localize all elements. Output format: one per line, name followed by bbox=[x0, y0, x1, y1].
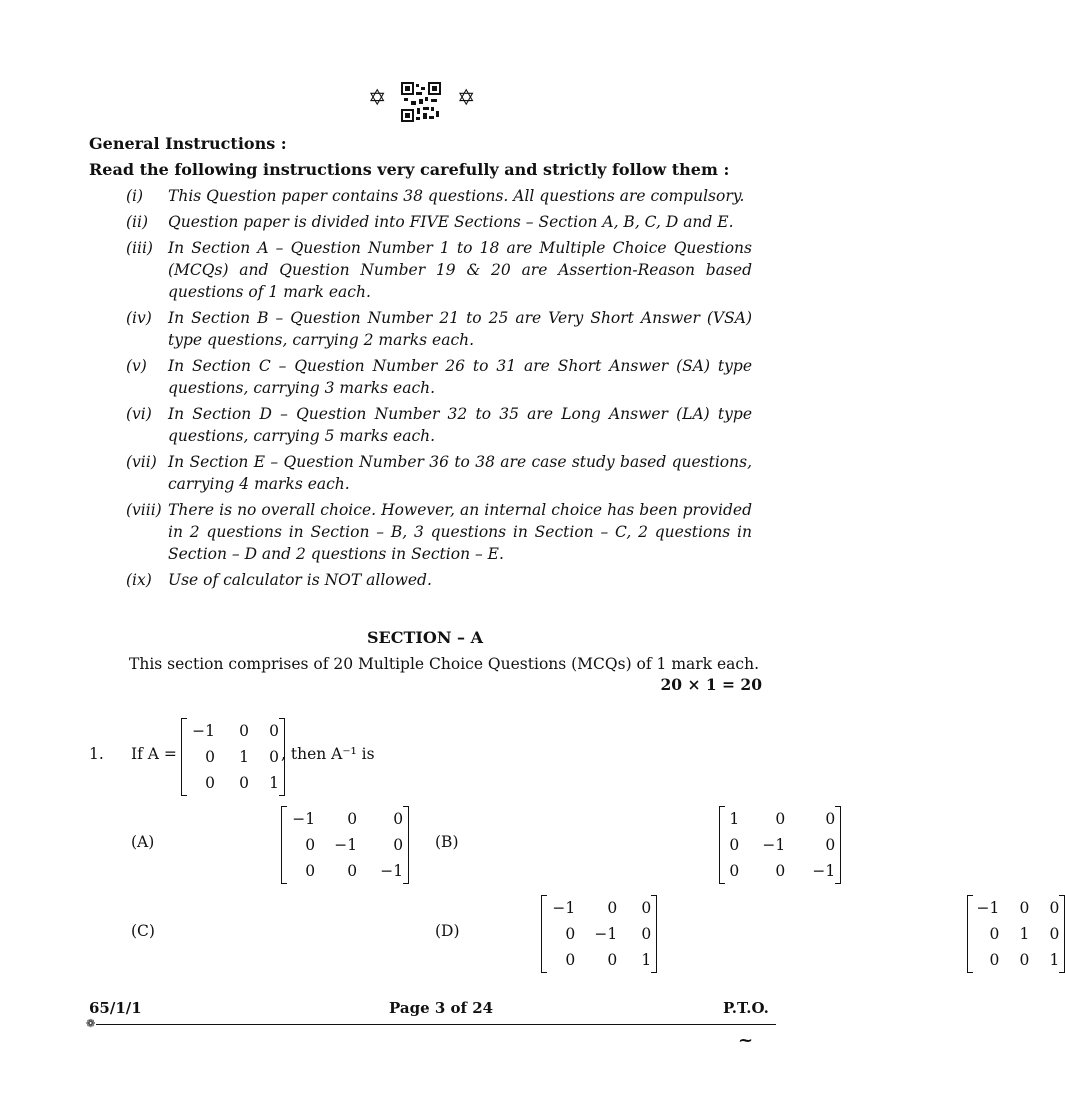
option-a-matrix bbox=[281, 806, 409, 884]
matrix-cell: 0 bbox=[1019, 951, 1030, 969]
instructions-lead: Read the following instructions very carefully and strictly follow them : bbox=[89, 160, 730, 179]
option-c-matrix bbox=[541, 895, 657, 973]
instruction-item bbox=[126, 307, 752, 351]
instruction-text: In Section E – Question Number 36 to 38 are case study based questions, carrying 4 marks each. bbox=[168, 453, 752, 493]
instruction-number: (iv) bbox=[126, 309, 152, 327]
instruction-item bbox=[126, 499, 752, 565]
instruction-text: This Question paper contains 38 questions. All questions are compulsory. bbox=[168, 187, 745, 205]
matrix-cell: 0 bbox=[729, 836, 740, 854]
matrix-cell: 0 bbox=[565, 951, 576, 969]
qr-code-icon bbox=[401, 82, 441, 122]
pto-label: P.T.O. bbox=[723, 999, 769, 1017]
instruction-number: (i) bbox=[126, 187, 144, 205]
option-b-label: (B) bbox=[435, 833, 459, 851]
matrix-cell: 0 bbox=[305, 836, 316, 854]
matrix-cell: 0 bbox=[729, 862, 740, 880]
instruction-number: (vii) bbox=[126, 453, 157, 471]
option-d-label: (D) bbox=[435, 922, 460, 940]
matrix-cell: 0 bbox=[825, 836, 836, 854]
instruction-text: There is no overall choice. However, an internal choice has been provided in 2 questions in Section – B, 3 questions in Section – C, 2 questions in Section – D and 2 questions in Section – E. bbox=[168, 501, 752, 563]
matrix-cell: 0 bbox=[205, 748, 215, 766]
matrix-cell: 1 bbox=[641, 951, 652, 969]
instruction-text: Question paper is divided into FIVE Sections – Section A, B, C, D and E. bbox=[168, 213, 734, 231]
matrix-cell: −1 bbox=[552, 899, 576, 917]
matrix-cell: 0 bbox=[641, 925, 652, 943]
instructions-list bbox=[126, 185, 752, 595]
matrix-cell: 0 bbox=[989, 951, 1000, 969]
matrix-cell: −1 bbox=[292, 810, 316, 828]
matrix-cell: 0 bbox=[641, 899, 652, 917]
instruction-number: (ii) bbox=[126, 213, 149, 231]
question-number: 1. bbox=[89, 745, 104, 763]
matrix-cell: −1 bbox=[976, 899, 1000, 917]
matrix-cell: 0 bbox=[347, 810, 358, 828]
instruction-text: In Section B – Question Number 21 to 25 are Very Short Answer (VSA) type questions, carrying 2 marks each. bbox=[168, 309, 752, 349]
matrix-cell: 0 bbox=[205, 774, 215, 792]
star-right-icon: ✡ bbox=[457, 86, 476, 111]
matrix-cell: 0 bbox=[775, 810, 786, 828]
instruction-text: Use of calculator is NOT allowed. bbox=[168, 571, 432, 589]
instruction-text: In Section D – Question Number 32 to 35 are Long Answer (LA) type questions, carrying 5 marks each. bbox=[168, 405, 752, 445]
option-d-matrix bbox=[967, 895, 1065, 973]
matrix-cell: 0 bbox=[989, 925, 1000, 943]
matrix-cell: 0 bbox=[305, 862, 316, 880]
footer-mark-icon: ❁ bbox=[86, 1017, 96, 1030]
matrix-cell: 0 bbox=[1049, 899, 1060, 917]
instruction-item bbox=[126, 451, 752, 495]
page-number: Page 3 of 24 bbox=[389, 999, 494, 1017]
section-description: This section comprises of 20 Multiple Choice Questions (MCQs) of 1 mark each. bbox=[129, 655, 760, 673]
matrix-cell: 0 bbox=[347, 862, 358, 880]
instruction-text: In Section C – Question Number 26 to 31 are Short Answer (SA) type questions, carrying 3 marks each. bbox=[168, 357, 752, 397]
matrix-cell: −1 bbox=[594, 925, 618, 943]
instruction-number: (vi) bbox=[126, 405, 152, 423]
instruction-item bbox=[126, 403, 752, 447]
instruction-text: In Section A – Question Number 1 to 18 are Multiple Choice Questions (MCQs) and Question Number 19 & 20 are Assertion-Reason based questions of 1 mark each. bbox=[168, 239, 752, 301]
matrix-cell: 0 bbox=[269, 722, 279, 740]
matrix-cell: 1 bbox=[1019, 925, 1030, 943]
matrix-cell: 1 bbox=[1049, 951, 1060, 969]
instruction-item bbox=[126, 185, 752, 207]
matrix-cell: −1 bbox=[812, 862, 836, 880]
footer-rule bbox=[96, 1024, 776, 1025]
option-c-label: (C) bbox=[131, 922, 155, 940]
matrix-cell: 0 bbox=[393, 836, 404, 854]
instructions-title: General Instructions : bbox=[89, 134, 287, 153]
matrix-cell: 0 bbox=[607, 951, 618, 969]
matrix-cell: −1 bbox=[380, 862, 404, 880]
matrix-cell: 0 bbox=[565, 925, 576, 943]
instruction-number: (iii) bbox=[126, 239, 153, 257]
matrix-cell: 0 bbox=[239, 722, 249, 740]
star-left-icon: ✡ bbox=[368, 86, 387, 111]
matrix-cell: 0 bbox=[1049, 925, 1060, 943]
instruction-number: (v) bbox=[126, 357, 147, 375]
matrix-cell: 0 bbox=[269, 748, 279, 766]
instruction-number: (ix) bbox=[126, 571, 152, 589]
matrix-cell: −1 bbox=[334, 836, 358, 854]
matrix-cell: 0 bbox=[607, 899, 618, 917]
matrix-cell: 1 bbox=[239, 748, 249, 766]
matrix-cell: 0 bbox=[239, 774, 249, 792]
matrix-cell: 1 bbox=[729, 810, 740, 828]
paper-code: 65/1/1 bbox=[89, 999, 142, 1017]
section-title: SECTION – A bbox=[367, 628, 483, 647]
instruction-item bbox=[126, 355, 752, 399]
matrix-cell: 1 bbox=[269, 774, 279, 792]
instruction-item bbox=[126, 211, 752, 233]
option-a-label: (A) bbox=[131, 833, 155, 851]
instruction-item bbox=[126, 237, 752, 303]
matrix-a bbox=[181, 718, 285, 796]
matrix-cell: 0 bbox=[775, 862, 786, 880]
matrix-cell: 0 bbox=[825, 810, 836, 828]
matrix-cell: 0 bbox=[1019, 899, 1030, 917]
matrix-cell: −1 bbox=[762, 836, 786, 854]
section-marks: 20 × 1 = 20 bbox=[660, 675, 762, 694]
matrix-cell: 0 bbox=[393, 810, 404, 828]
question-prefix: If A = bbox=[131, 745, 177, 763]
question-suffix: , then A⁻¹ is bbox=[281, 745, 375, 763]
option-b-matrix bbox=[719, 806, 841, 884]
instruction-number: (viii) bbox=[126, 501, 162, 519]
instruction-item bbox=[126, 569, 752, 591]
footer-tilde: ~ bbox=[738, 1030, 754, 1051]
matrix-cell: −1 bbox=[192, 722, 215, 740]
